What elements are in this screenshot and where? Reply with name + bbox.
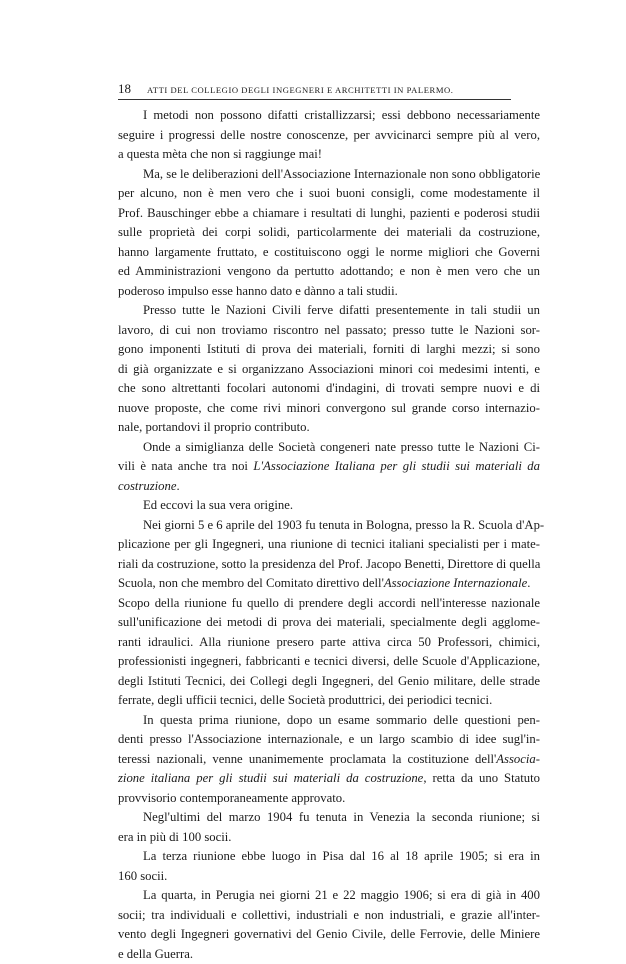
text-segment: sulle proprietà dei corpi solidi, particolarmente dei materiali da costruzione, (118, 225, 540, 239)
text-segment: vento degli Ingegneri governativi del Genio Civile, delle Ferrovie, delle Miniere (118, 927, 540, 941)
text-line (118, 399, 540, 419)
text-line (118, 555, 540, 575)
text-line (118, 808, 540, 828)
text-line (118, 126, 540, 146)
text-segment: riali da costruzione, sotto la presidenza del Prof. Jacopo Benetti, Direttore di quella (118, 557, 540, 571)
text-line (118, 496, 540, 516)
text-segment: Ma, se le deliberazioni dell'Associazione Internazionale non sono obbligatorie (143, 167, 540, 181)
text-line (118, 223, 540, 243)
text-line (118, 886, 540, 906)
text-line (118, 360, 540, 380)
text-line (118, 106, 540, 126)
text-segment: Scopo della riunione fu quello di prendere degli accordi nell'interesse nazionale (118, 596, 540, 610)
italic-text-segment: Associazione Internazionale (384, 576, 527, 590)
text-segment: sull'unificazione dei metodi di prova dei materiali, specialmente degli agglome- (118, 615, 540, 629)
text-segment: . (527, 576, 530, 590)
text-segment: In questa prima riunione, dopo un esame sommario delle questioni pen- (143, 713, 540, 727)
text-line (118, 945, 540, 964)
text-segment: La quarta, in Perugia nei giorni 21 e 22 maggio 1906; si era di già in 400 (143, 888, 540, 902)
text-line (118, 535, 540, 555)
text-segment: che sono altrettanti focolari autonomi d'indagini, di trovati sempre nuovi e di (118, 381, 540, 395)
text-segment: nuove proposte, che come rivi minori convergono sul grande corso internazio- (118, 401, 540, 415)
text-segment: professionisti ingegneri, fabbricanti e tecnici diversi, delle Scuole d'Applicazione, (118, 654, 540, 668)
text-line (118, 730, 540, 750)
text-line (118, 418, 540, 438)
text-line (118, 769, 540, 789)
text-segment: e della Guerra. (118, 947, 193, 961)
text-line (118, 477, 540, 497)
text-segment: Onde a simiglianza delle Società congeneri nate presso tutte le Nazioni Ci- (143, 440, 540, 454)
text-segment: hanno largamente fruttato, e costituiscono oggi le norme migliori che Governi (118, 245, 540, 259)
running-title: ATTI DEL COLLEGIO DEGLI INGEGNERI E ARCHITETTI IN PALERMO. (147, 84, 453, 96)
text-segment: per alcuno, non è men vero che i suoi buoni consigli, come modestamente il (118, 186, 540, 200)
text-segment: nale, portandovi il proprio contributo. (118, 420, 310, 434)
text-line (118, 282, 540, 302)
text-segment: Presso tutte le Nazioni Civili ferve difatti presentemente in tali studii un (143, 303, 540, 317)
text-segment: lavoro, di cui non troviamo riscontro nel passato; presso tutte le Nazioni sor- (118, 323, 540, 337)
text-segment: 160 socii. (118, 869, 167, 883)
text-segment: Negl'ultimi del marzo 1904 fu tenuta in Venezia la seconda riunione; si (143, 810, 540, 824)
text-line (118, 574, 540, 594)
text-segment: era in più di 100 socii. (118, 830, 231, 844)
text-segment: Ed eccovi la sua vera origine. (143, 498, 293, 512)
text-line (118, 789, 540, 809)
text-segment: degli Istituti Tecnici, dei Collegi degli Ingegneri, del Genio militare, delle strade (118, 674, 540, 688)
text-line (118, 925, 540, 945)
italic-text-segment: L'Associazione Italiana per gli studii sui materiali da (253, 459, 540, 473)
body-text (118, 106, 540, 964)
text-line (118, 438, 540, 458)
italic-text-segment: Associa- (496, 752, 540, 766)
page-header (118, 82, 510, 96)
text-line (118, 613, 540, 633)
text-line (118, 379, 540, 399)
text-segment: teressi nazionali, venne unanimemente proclamata la costituzione dell' (118, 752, 496, 766)
text-line (118, 516, 540, 536)
text-line (118, 711, 540, 731)
text-segment: I metodi non possono difatti cristallizzarsi; essi debbono necessariamente (143, 108, 540, 122)
text-line (118, 301, 540, 321)
text-segment: , retta da uno Statuto (423, 771, 540, 785)
text-segment: di già organizzate e si organizzano Associazioni minori coi medesimi intenti, e (118, 362, 540, 376)
header-rule (118, 99, 511, 100)
text-line (118, 457, 540, 477)
text-segment: ranti idraulici. Alla riunione presero parte attiva circa 50 Professori, chimici, (118, 635, 540, 649)
text-line (118, 184, 540, 204)
text-segment: Nei giorni 5 e 6 aprile del 1903 fu tenuta in Bologna, presso la R. Scuola d'Ap- (143, 518, 544, 532)
page-number: 18 (118, 82, 131, 96)
text-segment: poderoso impulso esse hanno dato e dànno a tali studii. (118, 284, 398, 298)
text-line (118, 672, 540, 692)
text-segment: a questa mèta che non si raggiunge mai! (118, 147, 322, 161)
text-line (118, 262, 540, 282)
text-segment: Scuola, non che membro del Comitato direttivo dell' (118, 576, 384, 590)
text-segment: ferrate, degli ufficii tecnici, delle Società produttrici, dei periodici tecnici. (118, 693, 492, 707)
text-segment: vili è nata anche tra noi (118, 459, 253, 473)
text-segment: provvisorio contemporaneamente approvato. (118, 791, 345, 805)
italic-text-segment: costruzione (118, 479, 177, 493)
text-line (118, 243, 540, 263)
text-line (118, 165, 540, 185)
text-segment: La terza riunione ebbe luogo in Pisa dal 16 al 18 aprile 1905; si era in (143, 849, 540, 863)
text-line (118, 652, 540, 672)
text-segment: plicazione per gli Ingegneri, una riunione di tecnici italiani specialisti per i mate- (118, 537, 540, 551)
text-line (118, 145, 540, 165)
text-line (118, 828, 540, 848)
text-segment: denti presso l'Associazione internazionale, e un largo scambio di idee sugl'in- (118, 732, 540, 746)
text-line (118, 321, 540, 341)
text-segment: socii; tra individuali e collettivi, industriali e non industriali, e grazie all'inter- (118, 908, 540, 922)
text-segment: seguire i progressi delle nostre conoscenze, per avvicinarci sempre più al vero, (118, 128, 540, 142)
text-line (118, 340, 540, 360)
text-line (118, 847, 540, 867)
text-segment: Prof. Bauschinger ebbe a chiamare i resultati di lunghi, pazienti e poderosi studii (118, 206, 540, 220)
italic-text-segment: zione italiana per gli studii sui materiali da costruzione (118, 771, 423, 785)
text-line (118, 633, 540, 653)
text-segment: . (177, 479, 180, 493)
text-line (118, 204, 540, 224)
text-line (118, 594, 540, 614)
text-line (118, 906, 540, 926)
text-line (118, 750, 540, 770)
text-segment: ed Amministrazioni vengono da pertutto adottando; e non è men vero che un (118, 264, 540, 278)
text-segment: gono imponenti Istituti di prova dei materiali, forniti di larghi mezzi; si sono (118, 342, 540, 356)
text-line (118, 691, 540, 711)
text-line (118, 867, 540, 887)
